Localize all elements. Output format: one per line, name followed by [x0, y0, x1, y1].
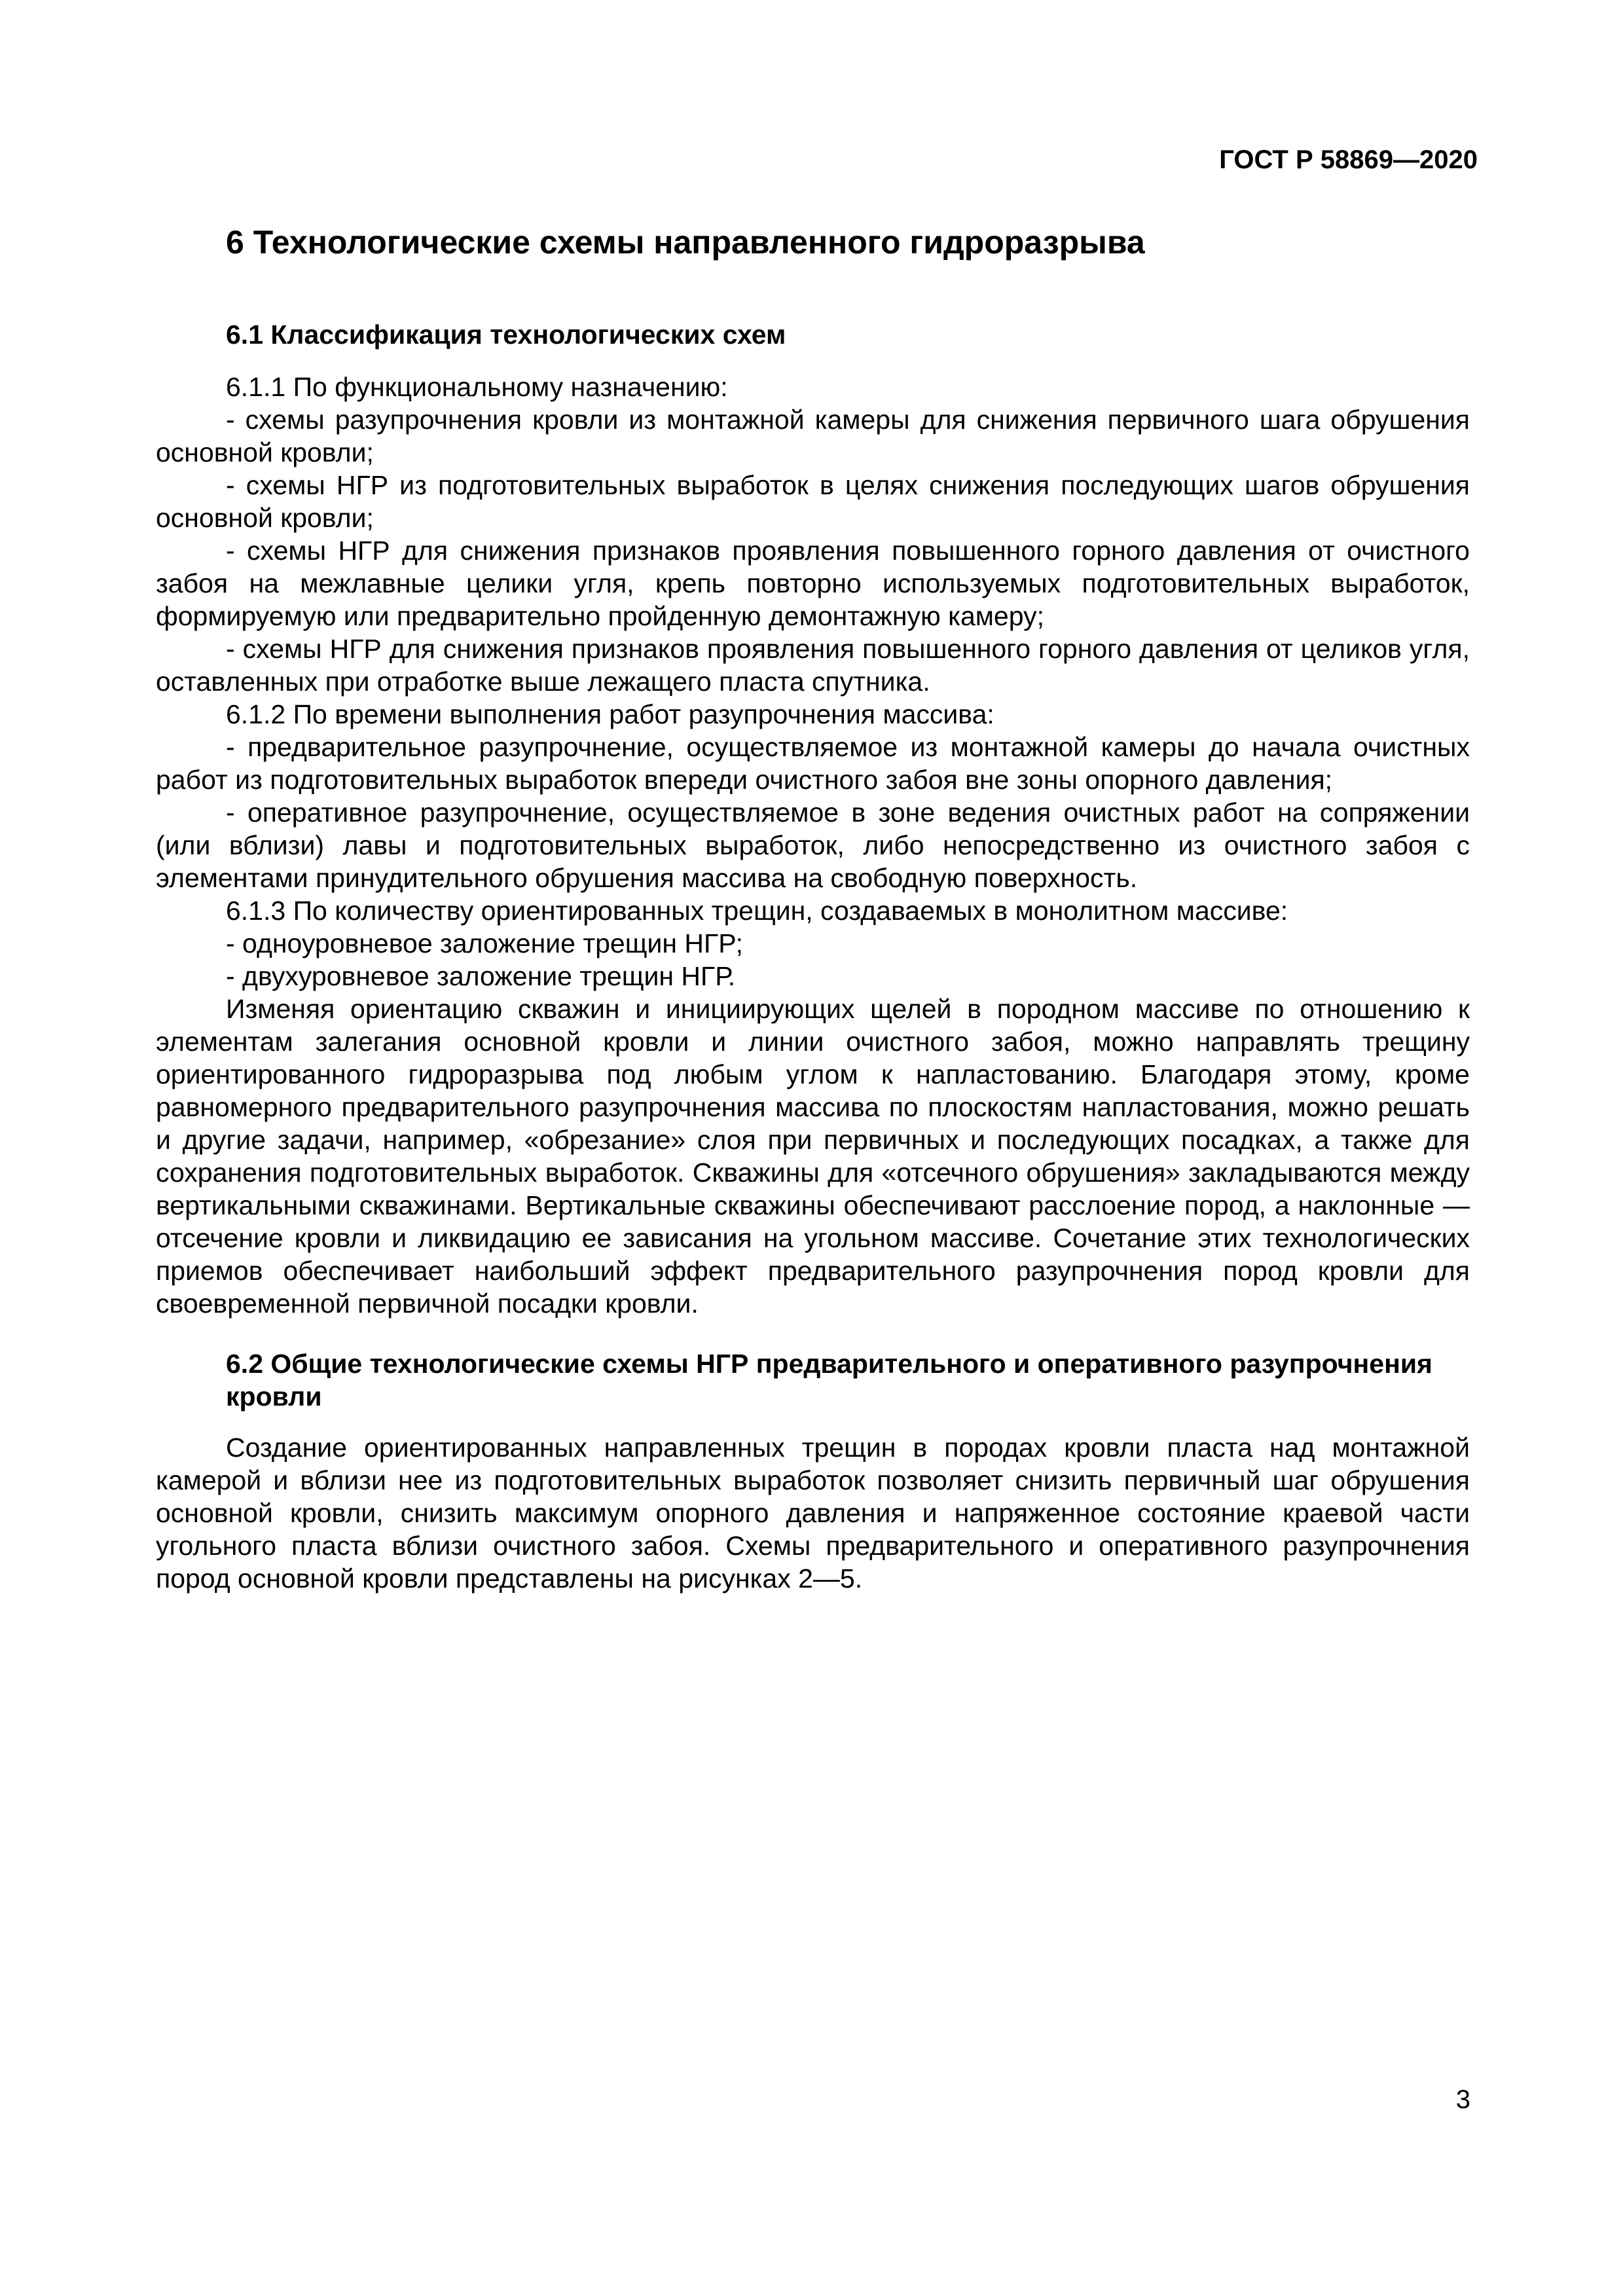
list-item: - одноуровневое заложение трещин НГР; — [226, 928, 744, 958]
paragraph: 6.1.2 По времени выполнения работ разупрочнения массива: — [226, 699, 994, 729]
list-item: - схемы НГР для снижения признаков проявления повышенного горного давления от целиков угля, оставленных при отработке выше лежащего пласта спутника. — [156, 634, 1470, 697]
subsection-title-6-1: 6.1 Классификация технологических схем — [226, 319, 786, 350]
paragraph: 6.1.1 По функциональному назначению: — [226, 372, 728, 402]
document-code: ГОСТ Р 58869—2020 — [1219, 145, 1478, 174]
list-item: - схемы НГР для снижения признаков проявления повышенного горного давления от очистного забоя на межлавные целики угля, крепь повторно используемых подготовительных выработок, формируемую или предварительно пройденную демонтажную камеру; — [156, 536, 1470, 631]
page-number: 3 — [1455, 2085, 1470, 2114]
paragraph: Изменяя ориентацию скважин и инициирующих щелей в породном массиве по отношению к элементам залегания основной кровли и линии очистного забоя, можно направлять трещину ориентированного гидроразрыва под любым углом к напластованию. Благодаря этому, кроме равномерного предварительного разупрочнения массива по плоскостям напластования, можно решать и другие задачи, например, «обрезание» слоя при первичных и последующих посадках, а также для сохранения подготовительных выработок. Скважины для «отсечного обрушения» закладываются между вертикальными скважинами. Вертикальные скважины обеспечивают расслоение пород, а наклонные — отсечение кровли и ликвидацию ее зависания на угольном массиве. Сочетание этих технологических приемов обеспечивает наибольший эффект предварительного разупрочнения пород кровли для своевременной первичной посадки кровли. — [156, 994, 1470, 1319]
list-item: - двухуровневое заложение трещин НГР. — [226, 961, 736, 991]
list-item: - оперативное разупрочнение, осуществляемое в зоне ведения очистных работ на сопряжении (или вблизи) лавы и подготовительных выработок, либо непосредственно из очистного забоя с элементами принудительного обрушения массива на свободную поверхность. — [156, 797, 1470, 893]
list-item: - предварительное разупрочнение, осуществляемое из монтажной камеры до начала очистных работ из подготовительных выработок впереди очистного забоя вне зоны опорного давления; — [156, 732, 1470, 795]
paragraph: Создание ориентированных направленных трещин в породах кровли пласта над монтажной камерой и вблизи нее из подготовительных выработок позволяет снизить первичный шаг обрушения основной кровли, снизить максимум опорного давления и напряженное состояние краевой части угольного пласта вблизи очистного забоя. Схемы предварительного и оперативного разупрочнения пород основной кровли представлены на рисунках 2—5. — [156, 1432, 1470, 1594]
subsection-title-6-2: 6.2 Общие технологические схемы НГР предварительного и оперативного разупрочнения кровли — [226, 1349, 1432, 1412]
paragraph: 6.1.3 По количеству ориентированных трещин, создаваемых в монолитном массиве: — [226, 896, 1288, 926]
section-title: 6 Технологические схемы направленного гидроразрыва — [226, 224, 1145, 261]
list-item: - схемы НГР из подготовительных выработок в целях снижения последующих шагов обрушения основной кровли; — [156, 470, 1470, 533]
page-content — [156, 223, 1470, 1595]
list-item: - схемы разупрочнения кровли из монтажной камеры для снижения первичного шага обрушения основной кровли; — [156, 405, 1470, 467]
